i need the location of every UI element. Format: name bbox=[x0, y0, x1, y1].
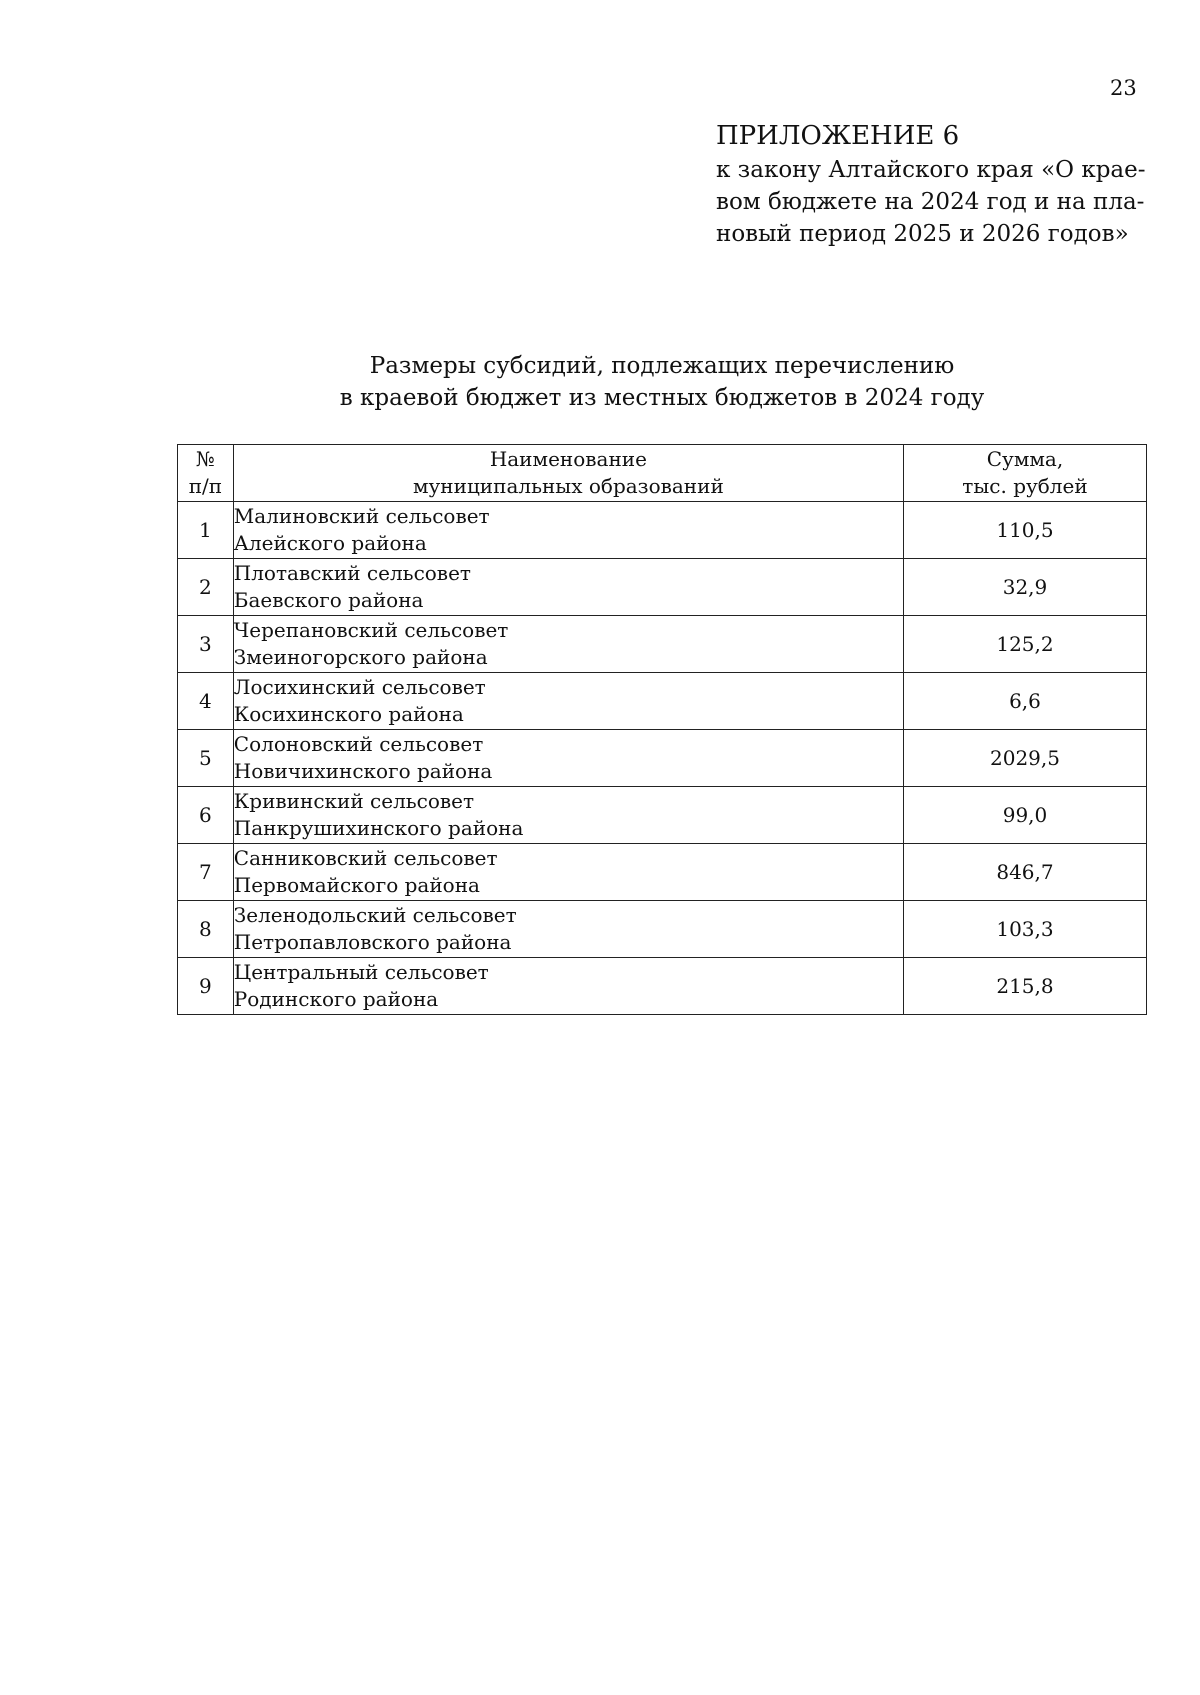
table-header-row bbox=[178, 445, 1147, 502]
page-number: 23 bbox=[1110, 76, 1137, 100]
row-sum: 846,7 bbox=[903, 844, 1146, 901]
table-row bbox=[178, 616, 1147, 673]
table-row bbox=[178, 730, 1147, 787]
district-name: Новичихинского района bbox=[233, 759, 493, 783]
header-number bbox=[178, 445, 234, 502]
row-number: 3 bbox=[178, 616, 234, 673]
row-sum: 110,5 bbox=[903, 502, 1146, 559]
header-number-line: п/п bbox=[188, 474, 223, 498]
table-row bbox=[178, 787, 1147, 844]
row-number: 1 bbox=[178, 502, 234, 559]
appendix-line: к закону Алтайского края «О крае- bbox=[716, 157, 1146, 183]
row-sum: 32,9 bbox=[903, 559, 1146, 616]
row-number: 8 bbox=[178, 901, 234, 958]
council-name: Кривинский сельсовет bbox=[233, 789, 475, 813]
council-name: Центральный сельсовет bbox=[233, 960, 489, 984]
district-name: Петропавловского района bbox=[233, 930, 512, 954]
row-sum: 103,3 bbox=[903, 901, 1146, 958]
row-name bbox=[233, 616, 903, 673]
row-number: 6 bbox=[178, 787, 234, 844]
council-name: Черепановский сельсовет bbox=[233, 618, 509, 642]
table-row bbox=[178, 958, 1147, 1015]
district-name: Змеиногорского района bbox=[233, 645, 488, 669]
row-number: 7 bbox=[178, 844, 234, 901]
row-number: 2 bbox=[178, 559, 234, 616]
table-row bbox=[178, 673, 1147, 730]
row-name bbox=[233, 958, 903, 1015]
table-row bbox=[178, 559, 1147, 616]
header-name-line: муниципальных образований bbox=[412, 474, 724, 498]
header-number-line: № bbox=[195, 447, 215, 471]
row-number: 4 bbox=[178, 673, 234, 730]
appendix-header bbox=[716, 118, 1146, 250]
header-name bbox=[233, 445, 903, 502]
table-row bbox=[178, 844, 1147, 901]
row-number: 9 bbox=[178, 958, 234, 1015]
row-sum: 125,2 bbox=[903, 616, 1146, 673]
row-sum: 2029,5 bbox=[903, 730, 1146, 787]
table-row bbox=[178, 901, 1147, 958]
row-name bbox=[233, 901, 903, 958]
district-name: Алейского района bbox=[233, 531, 427, 555]
council-name: Плотавский сельсовет bbox=[233, 561, 471, 585]
council-name: Малиновский сельсовет bbox=[233, 504, 490, 528]
row-name bbox=[233, 502, 903, 559]
header-name-line: Наименование bbox=[489, 447, 647, 471]
district-name: Первомайского района bbox=[233, 873, 480, 897]
header-sum bbox=[903, 445, 1146, 502]
district-name: Панкрушихинского района bbox=[233, 816, 524, 840]
row-name bbox=[233, 730, 903, 787]
district-name: Родинского района bbox=[233, 987, 439, 1011]
table-row bbox=[178, 502, 1147, 559]
council-name: Зеленодольский сельсовет bbox=[233, 903, 517, 927]
council-name: Солоновский сельсовет bbox=[233, 732, 484, 756]
header-sum-line: тыс. рублей bbox=[962, 474, 1088, 498]
row-name bbox=[233, 844, 903, 901]
council-name: Санниковский сельсовет bbox=[233, 846, 498, 870]
row-sum: 6,6 bbox=[903, 673, 1146, 730]
document-title-line: Размеры субсидий, подлежащих перечислению bbox=[369, 353, 955, 379]
appendix-line: новый период 2025 и 2026 годов» bbox=[716, 221, 1129, 247]
district-name: Баевского района bbox=[233, 588, 424, 612]
document-title bbox=[177, 350, 1147, 414]
row-name bbox=[233, 673, 903, 730]
appendix-title: ПРИЛОЖЕНИЕ 6 bbox=[716, 121, 960, 151]
row-sum: 99,0 bbox=[903, 787, 1146, 844]
row-name bbox=[233, 559, 903, 616]
appendix-line: вом бюджете на 2024 год и на пла- bbox=[716, 189, 1145, 215]
row-number: 5 bbox=[178, 730, 234, 787]
council-name: Лосихинский сельсовет bbox=[233, 675, 486, 699]
row-name bbox=[233, 787, 903, 844]
row-sum: 215,8 bbox=[903, 958, 1146, 1015]
subsidies-table bbox=[177, 444, 1147, 1015]
document-title-line: в краевой бюджет из местных бюджетов в 2024 году bbox=[339, 385, 985, 411]
header-sum-line: Сумма, bbox=[986, 447, 1064, 471]
district-name: Косихинского района bbox=[233, 702, 464, 726]
